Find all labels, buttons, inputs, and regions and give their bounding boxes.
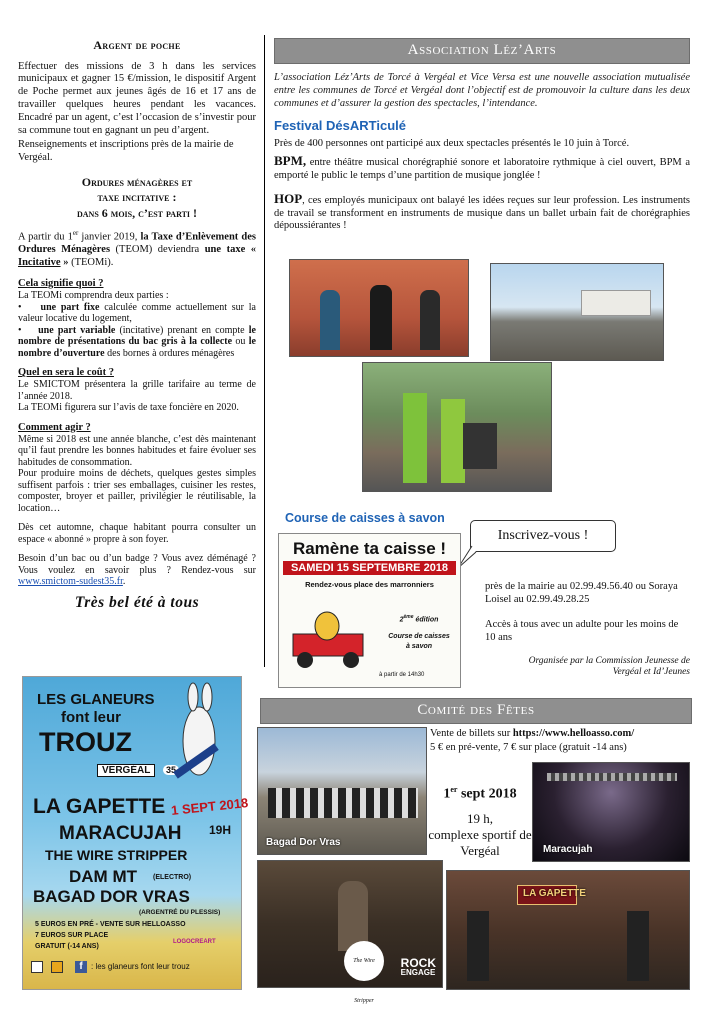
poster-time: 19H — [209, 823, 232, 837]
smictom-link[interactable]: www.smictom-sudest35.fr — [18, 576, 123, 588]
festival-title: Festival DésARTiculé — [274, 118, 406, 134]
ordures-title — [18, 175, 256, 221]
ordures-intro — [18, 229, 256, 270]
event-venue: complexe sportif de Vergéal — [428, 827, 532, 858]
poster-date: 1 SEPT 2018 — [170, 794, 249, 819]
poster-title: TROUZ — [39, 727, 132, 757]
caisses-access: Accès à tous avec un adulte pour les moins de 10 ans — [485, 619, 679, 644]
ordures-title-line1: Ordures ménagères et — [81, 175, 193, 189]
performer-figure — [627, 911, 649, 981]
column-divider — [264, 35, 265, 667]
bullet-text: ou — [232, 336, 249, 348]
question-text: Pour produire moins de déchets, quelques gestes simples suffisent parfois : trier ses emballages, cuisiner les restes, composter, broyer et pailler, privilégier le réutilisable, la location… — [18, 468, 256, 514]
intro-bold-underlined: Incitative — [18, 257, 61, 269]
poster-date: SAMEDI 15 SEPTEMBRE 2018 — [283, 561, 456, 575]
performer-figure — [370, 285, 392, 350]
festival-p1: Près de 400 personnes ont participé aux deux spectacles présentés le 10 juin à Torcé. — [274, 138, 630, 150]
comite-tickets — [430, 727, 690, 754]
intro-bold: la Taxe d’Enlèvement des Ordures Ménagères — [18, 231, 256, 256]
comite-section — [260, 698, 692, 724]
poster-note: (ARGENTRÉ DU PLESSIS) — [139, 909, 221, 916]
question-text: . — [122, 576, 126, 588]
intro-text: A partir du 1 — [18, 231, 73, 243]
intro-text: (TEOM) deviendra — [110, 244, 205, 256]
bel-ete-heading: Très bel été à tous — [74, 593, 200, 611]
section-cout — [18, 367, 256, 414]
engage-text: ENGAGE — [400, 968, 436, 977]
poster-band: DAM MT — [69, 867, 137, 886]
edition-num: 2 — [399, 616, 404, 624]
question-heading: Quel en sera le coût ? — [18, 367, 114, 379]
marching-band-shape — [268, 788, 418, 818]
caisses-contact: près de la mairie au 02.99.49.56.40 ou Soraya Loisel au 02.99.49.28.25 — [485, 581, 678, 606]
section-cela-signifie — [18, 278, 256, 359]
question-text: Dès cet automne, chaque habitant pourra consulter un espace « abonné » propre à son foyer. — [18, 522, 256, 545]
bullet-part-fixe: • une part fixe calculée comme actuellement sur la valeur locative du logement, — [18, 301, 256, 325]
bpm-jugglers-photo — [289, 259, 469, 357]
hop-text: , ces employés municipaux ont balayé les idées reçues sur leur profession. Les instruments de travail se transforment en instruments de musique dans un ballet urbain fait de chorégraphies dépoussiérantes ! — [274, 194, 690, 232]
festival-hop — [274, 191, 690, 233]
hop-name: HOP — [274, 190, 303, 206]
caisses-poster — [278, 533, 461, 688]
poster-note: (ELECTRO) — [153, 874, 192, 881]
hop-performers-photo — [362, 362, 552, 492]
poster-time: à partir de 14h30 — [379, 672, 425, 678]
date-text: sept 2018 — [457, 786, 517, 802]
intro-bold: » — [60, 257, 69, 269]
wire-stripper-logo: The Wire Stripper — [344, 941, 384, 981]
bullet-bold: une part fixe — [40, 301, 100, 313]
section-comment-agir — [18, 422, 256, 588]
utensils-icon — [31, 961, 43, 973]
argent-de-poche-body: Effectuer des missions de 3 h dans les services municipaux et gagner 15 €/mission, le dispositif Argent de Poche permet aux jeunes âgés de 16 et 17 ans de travailler quelques heures pendant les vacances. Encadré par un agent, c’est l’occasion de s’investir pour sa commune tout en gagnant un peu d’argent. — [18, 60, 256, 136]
tickets-line — [430, 727, 690, 741]
bagad-label: Bagad Dor Vras — [266, 837, 341, 848]
poster-place: Rendez-vous place des marronniers — [305, 580, 434, 589]
right-column — [274, 38, 690, 235]
rabbit-guitar-illustration — [163, 683, 237, 795]
left-column — [18, 38, 256, 613]
stage-truss — [547, 773, 677, 781]
poster-band: MARACUJAH — [59, 823, 182, 844]
caisses-organised: Organisée par la Commission Jeunesse de Vergéal et Id’Jeunes — [528, 656, 690, 678]
edition-word: édition — [413, 616, 439, 624]
bpm-name: BPM, — [274, 153, 307, 169]
poster-band: THE WIRE STRIPPER — [45, 847, 188, 863]
poster-edition — [379, 614, 459, 626]
comite-header: Comité des Fêtes — [260, 698, 692, 724]
bullet-bold: le nombre d’ouverture — [18, 336, 256, 359]
intro-text: (TEOMi). — [68, 257, 114, 269]
intro-text: janvier 2019, — [78, 231, 141, 243]
argent-de-poche-info: Renseignements et inscriptions près de la mairie de Vergéal. — [18, 139, 234, 164]
poster-course: à savon — [405, 643, 433, 651]
gapette-label: LA GAPETTE — [523, 888, 586, 899]
building-shape — [581, 290, 651, 316]
caisses-title: Course de caisses à savon — [285, 511, 445, 525]
helloasso-link[interactable]: https://www.helloasso.com/ — [512, 728, 635, 739]
date-sup: er — [450, 785, 458, 794]
question-text: La TEOMi comprendra deux parties : — [18, 290, 169, 302]
outdoor-audience-photo — [490, 263, 664, 361]
poster-edition-block — [379, 614, 459, 653]
poster-price: 5 EUROS EN PRÉ - VENTE SUR HELLOASSO — [35, 921, 186, 928]
ordures-title-line3: dans 6 mois, c’est parti ! — [76, 205, 198, 220]
intro-bold: une taxe « — [204, 244, 256, 256]
lez-arts-intro: L’association Léz’Arts de Torcé à Vergéal et Vice Versa est une nouvelle association mutualisée entre les communes de Torcé et Vergéal dont l’objectif est de promouvoir la culture dans les deux communes et d’assurer la gestion des spectacles, l’intendance. — [274, 72, 690, 109]
performer-figure — [467, 911, 489, 981]
bullet-text: calculée comme actuellement sur la valeur locative du logement, — [18, 301, 256, 325]
bullet-bold: le nombre de présentations du bac gris à la collecte — [18, 324, 256, 348]
beer-icon — [51, 961, 63, 973]
poster-price: 7 EUROS SUR PLACE — [35, 932, 109, 939]
performer-figure — [441, 399, 465, 483]
poster-dept: 35 — [163, 765, 179, 775]
rock-text: ROCK — [400, 956, 436, 970]
question-text: Même si 2018 est une année blanche, c’est dès maintenant qu’il faut prendre les bonnes habitudes et faire évoluer ses habitudes de consommation. — [18, 433, 256, 468]
bullet-bold: une part variable — [38, 324, 116, 336]
comite-event-info — [428, 785, 532, 858]
performer-figure — [420, 290, 440, 350]
poster-line: font leur — [61, 709, 121, 726]
poster-line: LES GLANEURS — [37, 691, 155, 708]
poster-title: Ramène ta caisse ! — [292, 539, 447, 558]
tickets-text: Vente de billets sur — [430, 728, 513, 739]
inscrivez-vous-bubble: Inscrivez-vous ! — [470, 520, 616, 552]
soapbox-car-illustration — [285, 604, 375, 670]
bpm-text: entre théâtre musical chorégraphié sonore et laboratoire rythmique à ciel ouvert, BPM a emporté le public le temps d’une partition de musique jonglée ! — [274, 157, 690, 181]
intro-sup: er — [72, 229, 79, 238]
poster-town: VERGÉAL — [97, 764, 155, 777]
smictom-paragraph — [18, 553, 256, 588]
tickets-prices: 5 € en pré-vente, 7 € sur place (gratuit -14 ans) — [430, 741, 627, 753]
poster-footer: : les glaneurs font leur trouz — [91, 962, 190, 971]
argent-de-poche-title: Argent de poche — [93, 38, 181, 52]
question-heading: Comment agir ? — [18, 421, 91, 433]
question-text: Le SMICTOM présentera la grille tarifaire au terme de l’année 2018. — [18, 379, 256, 402]
poster-logo: LOGOCREART — [173, 939, 216, 945]
event-time: 19 h, — [467, 811, 493, 827]
bin-shape — [463, 423, 497, 469]
bagad-photo — [257, 727, 427, 855]
poster-price: GRATUIT (-14 ANS) — [35, 943, 99, 950]
festival-bpm — [274, 153, 690, 183]
la-gapette-photo — [446, 870, 690, 990]
bullet-text: des bornes à ordures ménagères — [104, 347, 235, 359]
rock-engage-logo — [401, 957, 436, 977]
facebook-icon: f — [75, 961, 87, 973]
bullet-part-variable: • une part variable (incitative) prenant en compte le nombre de présentations du bac gris à la collecte ou le nombre d’ouverture des bornes à ordures ménagères — [18, 324, 256, 359]
ordures-title-line2: taxe incitative : — [97, 190, 177, 205]
performer-figure — [403, 393, 427, 483]
question-text: La TEOMi figurera sur l’avis de taxe foncière en 2020. — [18, 402, 239, 414]
maracujah-photo — [532, 762, 690, 862]
performer-figure — [320, 290, 340, 350]
lez-arts-header: Association Léz’Arts — [274, 38, 690, 64]
poster-band: BAGAD DOR VRAS — [33, 887, 190, 906]
question-text: Besoin d’un bac ou d’un badge ? Vous avez déménagé ? Vous voulez en savoir plus ? Rendez-vous sur — [18, 553, 256, 576]
maracujah-label: Maracujah — [543, 844, 593, 855]
date-num: 1 — [443, 786, 451, 802]
edition-sup: ème — [403, 614, 414, 620]
poster-band: LA GAPETTE — [33, 795, 166, 818]
bullet-text: (incitative) prenant en compte — [115, 324, 249, 336]
poster-course: Course de caisses — [388, 632, 450, 640]
wire-stripper-photo — [257, 860, 443, 1004]
question-heading: Cela signifie quoi ? — [18, 277, 104, 289]
glaneurs-poster — [22, 676, 249, 990]
event-date — [428, 785, 532, 803]
